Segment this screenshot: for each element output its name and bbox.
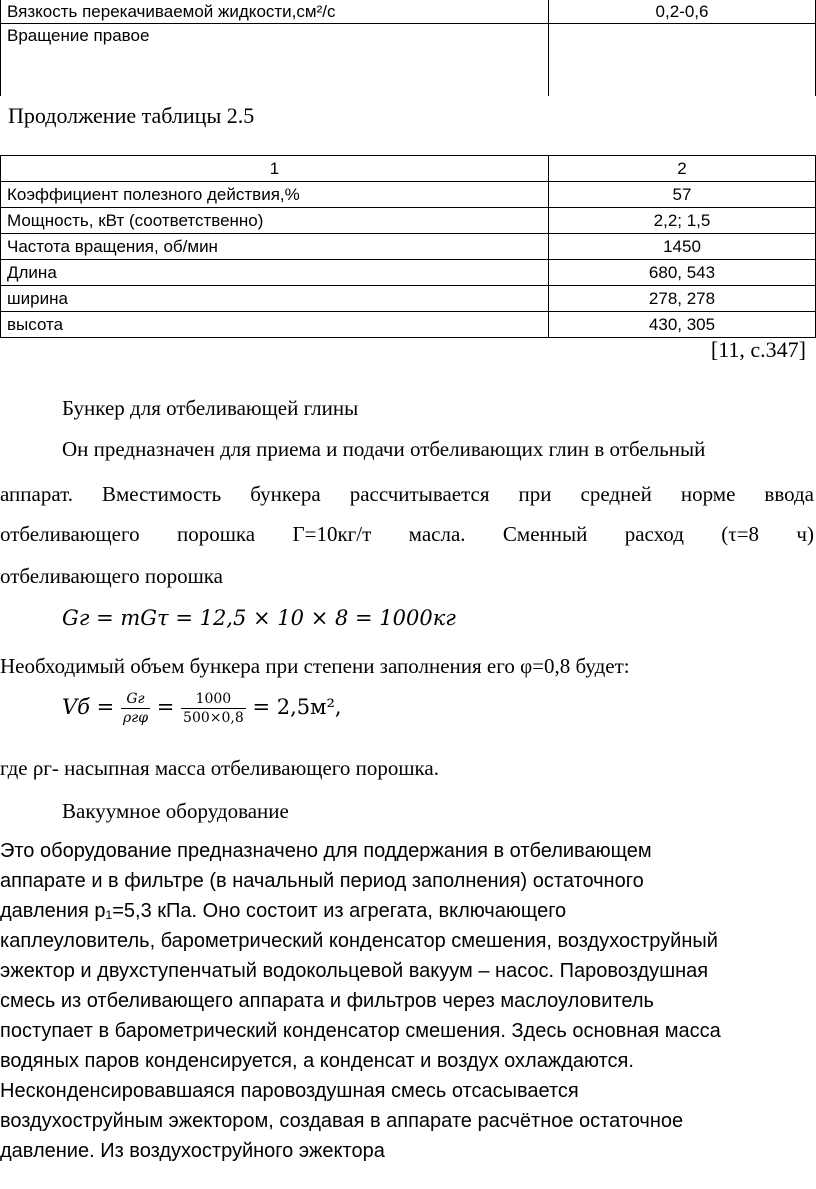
table-row bbox=[1, 286, 816, 312]
table-row bbox=[1, 260, 816, 286]
table-cell-value: 680, 543 bbox=[549, 260, 816, 286]
table-cell-label: Мощность, кВт (соответственно) bbox=[1, 208, 549, 234]
body-line: водяных паров конденсируется, а конденсат и воздух охлаждаются. bbox=[0, 1050, 634, 1072]
table-cell-value: 430, 305 bbox=[549, 312, 816, 338]
table-caption: Продолжение таблицы 2.5 bbox=[8, 103, 255, 128]
body-paragraph bbox=[0, 836, 816, 1166]
body-line: каплеуловитель, барометрический конденсатор смешения, воздухоструйный bbox=[0, 930, 718, 952]
table-header-row bbox=[1, 156, 816, 182]
table-cell-label: Длина bbox=[1, 260, 549, 286]
table-row bbox=[1, 312, 816, 338]
table-cell-label: высота bbox=[1, 312, 549, 338]
table-header-cell: 1 bbox=[1, 156, 549, 182]
body-line: Это оборудование предназначено для поддержания в отбеливающем bbox=[0, 840, 652, 862]
body-line: Несконденсировавшаяся паровоздушная смесь отсасывается bbox=[0, 1080, 579, 1102]
reference-citation: [11, с.347] bbox=[710, 337, 806, 362]
section-heading: Бункер для отбеливающей глины bbox=[62, 396, 359, 420]
table-cell-label: Вращение правое bbox=[1, 24, 549, 97]
section-heading: Вакуумное оборудование bbox=[62, 799, 289, 823]
paragraph-line: отбеливающего порошка bbox=[0, 564, 223, 588]
table-row bbox=[1, 208, 816, 234]
paragraph-line: где ρг- насыпная масса отбеливающего порошка. bbox=[0, 756, 439, 780]
body-line: смесь из отбеливающего аппарата и фильтров через маслоуловитель bbox=[0, 990, 654, 1012]
table-row bbox=[1, 0, 816, 24]
table-cell-value bbox=[549, 24, 816, 97]
top-table bbox=[0, 0, 816, 96]
table-cell-value: 0,2-0,6 bbox=[549, 0, 816, 24]
fraction-denominator: 500×0,8 bbox=[183, 710, 244, 726]
table-cell-label: Коэффициент полезного действия,% bbox=[1, 182, 549, 208]
formula-volume: Vб = $\frac{Gг}{\text{ρгφ}}$ = $\frac{1000}{500\times 0,8}$ = 2,5м², bbox=[62, 691, 342, 726]
fraction-denominator: ρгφ bbox=[122, 710, 149, 726]
paragraph-line: отбеливающего порошка Г=10кг/т масла. Сменный расход (τ=8 ч) bbox=[0, 522, 814, 546]
formula-rhs: = 2,5м², bbox=[252, 695, 342, 719]
body-line: воздухоструйным эжектором, создавая в аппарате расчётное остаточное bbox=[0, 1110, 684, 1132]
paragraph-line: Необходимый объем бункера при степени заполнения его φ=0,8 будет: bbox=[0, 654, 630, 678]
body-line: эжектор и двухступенчатый водокольцевой вакуум – насос. Паровоздушная bbox=[0, 960, 709, 982]
spec-table bbox=[0, 155, 816, 338]
formula-fraction bbox=[121, 690, 150, 727]
paragraph-line: Он предназначен для приема и подачи отбеливающих глин в отбельный bbox=[62, 437, 706, 461]
paragraph-line: аппарат. Вместимость бункера рассчитывается при средней норме ввода bbox=[0, 482, 814, 506]
table-row bbox=[1, 182, 816, 208]
formula-mass: Gг = mGτ = 12,5 × 10 × 8 = 1000кг bbox=[62, 606, 456, 630]
table-cell-value: 1450 bbox=[549, 234, 816, 260]
table-cell-label: Частота вращения, об/мин bbox=[1, 234, 549, 260]
fraction-numerator: Gг bbox=[121, 690, 150, 709]
body-line: поступает в барометрический конденсатор смешения. Здесь основная масса bbox=[0, 1020, 721, 1042]
table-row bbox=[1, 24, 816, 97]
table-cell-value: 278, 278 bbox=[549, 286, 816, 312]
body-line: давления p₁=5,3 кПа. Оно состоит из агрегата, включающего bbox=[0, 900, 567, 922]
formula-lhs: Vб = bbox=[62, 695, 115, 719]
body-line: давление. Из воздухоструйного эжектора bbox=[0, 1140, 385, 1162]
table-cell-label: Вязкость перекачиваемой жидкости,см²/с bbox=[1, 0, 549, 24]
table-cell-label: ширина bbox=[1, 286, 549, 312]
fraction-numerator: 1000 bbox=[181, 690, 246, 709]
body-line: аппарате и в фильтре (в начальный период заполнения) остаточного bbox=[0, 870, 644, 892]
formula-fraction bbox=[181, 690, 246, 727]
table-cell-value: 2,2; 1,5 bbox=[549, 208, 816, 234]
table-cell-value: 57 bbox=[549, 182, 816, 208]
table-header-cell: 2 bbox=[549, 156, 816, 182]
table-row bbox=[1, 234, 816, 260]
